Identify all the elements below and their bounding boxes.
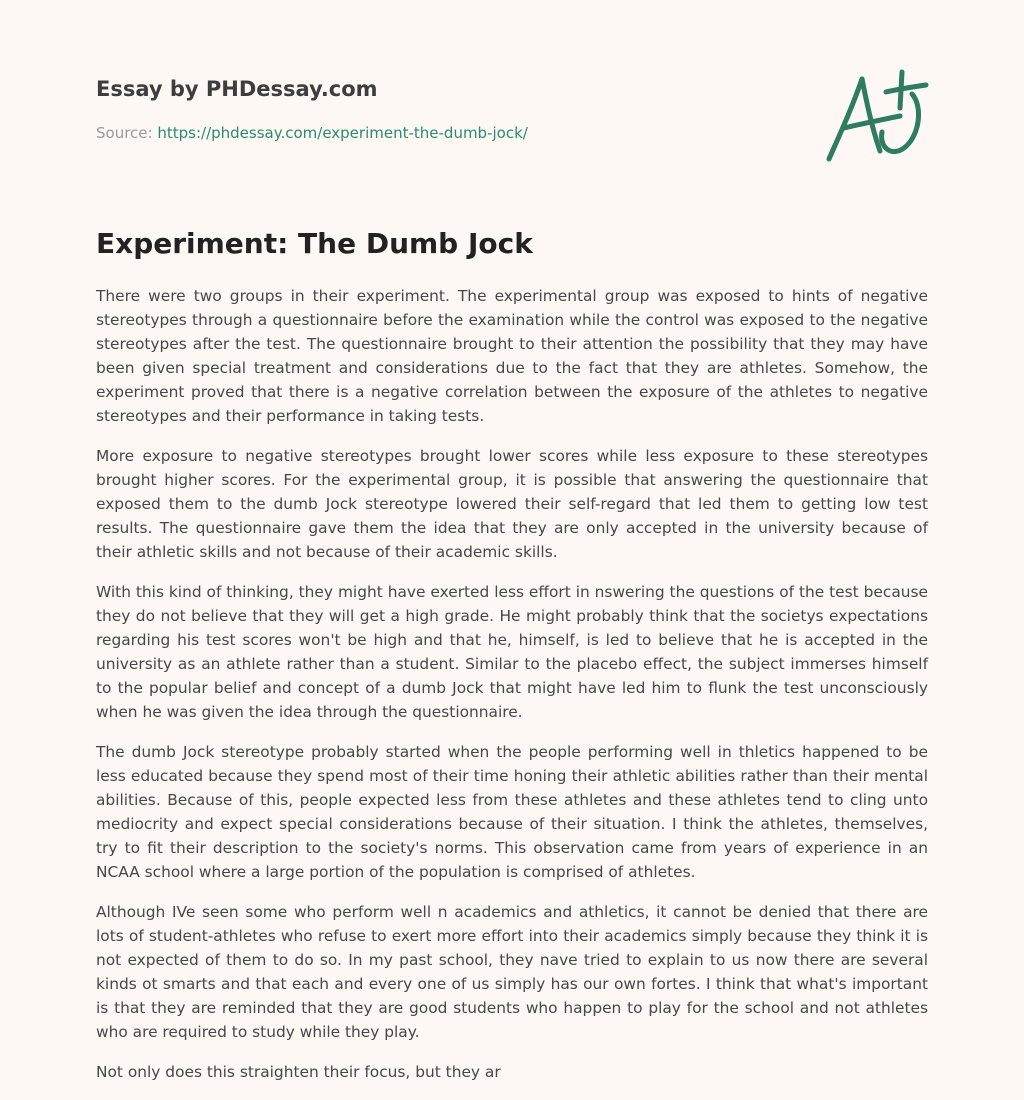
essay-paragraph: There were two groups in their experiment. The experimental group was exposed to hints of negative stereotypes through a questionnaire before the examination while the control was exposed to the negative stereotypes after the test. The questionnaire brought to their attention the possibility that they may have been given special treatment and considerations due to the fact that they are athletes. Somehow, the experiment proved that there is a negative correlation between the exposure of the athletes to negative stereotypes and their performance in taking tests. (96, 287, 928, 425)
essay-title: Experiment: The Dumb Jock (96, 227, 533, 260)
essay-paragraph-truncated: Not only does this straighten their focus, but they ar (96, 1063, 501, 1081)
brand-title: Essay by PHDessay.com (96, 77, 378, 101)
essay-paragraph: With this kind of thinking, they might have exerted less effort in nswering the questions of the test because they do not believe that they will get a high grade. He might probably think that the societys expectations regarding his test scores won't be high and that he, himself, is led to believe that he is accepted in the university as an athlete rather than a student. Similar to the placebo effect, the subject immerses himself to the popular belief and concept of a dumb Jock that might have led him to flunk the test unconsciously when he was given the idea through the questionnaire. (96, 583, 928, 721)
essay-paragraph: More exposure to negative stereotypes brought lower scores while less exposure to these stereotypes brought higher scores. For the experimental group, it is possible that answering the questionnaire that exposed them to the dumb Jock stereotype lowered their self-regard that led them to getting low test results. The questionnaire gave them the idea that they are only accepted in the university because of their athletic skills and not because of their academic skills. (96, 447, 928, 561)
essay-body (96, 284, 928, 1100)
essay-paragraph: The dumb Jock stereotype probably started when the people performing well in thletics happened to be less educated because they spend most of their time honing their athletic abilities rather than their mental abilities. Because of this, people expected less from these athletes and these athletes tend to cling unto mediocrity and expect special considerations because of their situation. I think the athletes, themselves, try to fit their description to the society's norms. This observation came from years of experience in an NCAA school where a large portion of the population is comprised of athletes. (96, 743, 928, 881)
source-link[interactable]: https://phdessay.com/experiment-the-dumb-jock/ (157, 124, 528, 142)
page-header (96, 74, 928, 144)
a-plus-grade-icon (822, 68, 930, 166)
source-label: Source: (96, 124, 153, 142)
source-line (96, 122, 928, 144)
essay-paragraph: Although IVe seen some who perform well n academics and athletics, it cannot be denied that there are lots of student-athletes who refuse to exert more effort into their academics simply because they think it is not expected of them to do so. In my past school, they nave tried to explain to us now there are several kinds ot smarts and that each and every one of us simply has our own fortes. I think that what's important is that they are reminded that they are good students who happen to play for the school and not athletes who are required to study while they play. (96, 903, 928, 1041)
